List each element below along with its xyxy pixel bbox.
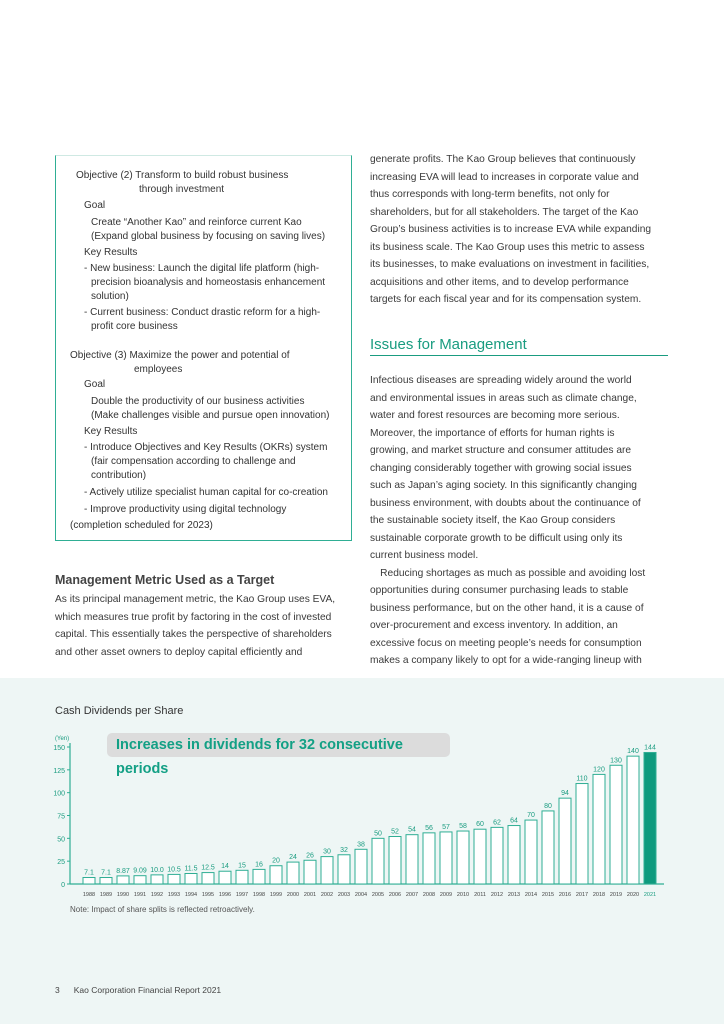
x-tick-label: 2021 (643, 892, 657, 898)
bar (253, 869, 265, 884)
text-line: current business model. (370, 550, 479, 561)
chart-note: Note: Impact of share splits is reflected retroactively. (70, 905, 255, 914)
data-label: 58 (459, 823, 467, 831)
objective-title: Transform to build robust business (135, 170, 289, 181)
x-tick-label: 2016 (558, 892, 572, 898)
x-tick-label: 2004 (354, 892, 368, 898)
data-label: 7.1 (101, 869, 111, 877)
x-tick-label: 2017 (575, 892, 589, 898)
text-line: which measures true profit by factoring in the cost of invested (55, 611, 332, 623)
bar (440, 832, 452, 884)
text-line: Group’s business activities is to increase EVA while expanding (370, 224, 652, 235)
x-tick-label: 2011 (474, 892, 486, 898)
kr-line: (fair compensation according to challenge and (91, 456, 296, 467)
x-tick-label: 2010 (456, 892, 470, 898)
x-tick-label: 1990 (116, 892, 130, 898)
data-label: 57 (442, 823, 450, 831)
x-tick-label: 1989 (99, 892, 113, 898)
text-line: excessive focus on meeting people’s needs for consumption (370, 637, 642, 649)
x-tick-label: 2018 (592, 892, 606, 898)
bar (134, 876, 146, 884)
text-line: business performance, but on the other hand, it is a cause of (370, 602, 644, 614)
data-label: 130 (610, 757, 622, 765)
y-tick-label: 125 (53, 767, 65, 775)
x-tick-label: 1991 (133, 892, 147, 898)
kr-line: profit core business (91, 321, 178, 332)
bar (372, 838, 384, 884)
y-tick-label: 150 (53, 745, 65, 752)
x-tick-label: 2008 (422, 892, 436, 898)
data-label: 16 (255, 861, 263, 869)
bar (287, 862, 299, 884)
x-tick-label: 1998 (252, 892, 266, 898)
section-heading-issues: Issues for Management (370, 336, 668, 356)
data-label: 11.5 (184, 865, 198, 873)
data-label: 8.87 (116, 867, 130, 875)
data-label: 140 (627, 748, 639, 756)
text-line: its businesses, to make evaluations on investment in facilities, (370, 259, 650, 270)
data-label: 54 (408, 826, 416, 834)
x-tick-label: 2005 (371, 892, 385, 898)
data-label: 70 (527, 812, 535, 820)
section-heading-metric: Management Metric Used as a Target (55, 573, 275, 587)
x-tick-label: 2006 (388, 892, 402, 898)
goal-text: Create “Another Kao” and reinforce current Kao (91, 217, 302, 228)
kr-line: solution) (91, 291, 129, 302)
data-label: 10.5 (167, 866, 181, 874)
x-tick-label: 2015 (541, 892, 555, 898)
bar (304, 860, 316, 884)
x-tick-label: 2007 (405, 892, 419, 898)
goal-text: (Expand global business by focusing on saving lives) (91, 231, 326, 242)
data-label: 64 (510, 817, 518, 825)
x-tick-label: 2009 (439, 892, 453, 898)
bar (627, 756, 639, 884)
goal-heading: Goal (84, 379, 106, 390)
text-line: opportunities during consumer purchasing leads to stable (370, 585, 629, 596)
bar (168, 874, 180, 884)
bar (491, 827, 503, 884)
text-line: As its principal management metric, the Kao Group uses EVA, (55, 594, 336, 605)
goal-text: (Make challenges visible and pursue open innovation) (91, 410, 330, 421)
text-line: increasing EVA will lead to increases in corporate value and (370, 171, 639, 183)
text-line: Reducing shortages as much as possible and avoiding lost (370, 567, 646, 579)
bar (100, 878, 112, 884)
data-label: 24 (289, 854, 297, 862)
objective-title-cont: employees (134, 364, 183, 375)
footer (55, 985, 235, 995)
text-line: thus corresponds with long-term benefits, not only for (370, 189, 610, 200)
x-tick-label: 2020 (626, 892, 640, 898)
x-tick-label: 1988 (82, 892, 96, 898)
text-line: acquisitions and other items, and to develop performance (370, 276, 629, 288)
y-tick-label: 0 (61, 882, 65, 889)
text-line: Moreover, the importance of efforts for human rights is (370, 427, 615, 439)
bar (525, 820, 537, 884)
bar (406, 835, 418, 884)
bar (542, 811, 554, 884)
data-label: 56 (425, 824, 433, 832)
data-label: 50 (374, 830, 382, 838)
text-line: the sustainable society itself, the Kao Group considers (370, 515, 616, 526)
text-line: over-procurement and excess inventory. In addition, an (370, 620, 618, 631)
text-line: sustainable corporate growth to be difficult using only its (370, 532, 623, 544)
x-tick-label: 2003 (337, 892, 351, 898)
bar (185, 873, 197, 884)
data-label: 62 (493, 819, 501, 827)
bar (389, 837, 401, 884)
text-line: Infectious diseases are spreading widely around the world (370, 375, 632, 386)
chart-title: Cash Dividends per Share (55, 705, 184, 717)
bar (117, 876, 129, 884)
data-label: 30 (323, 848, 331, 856)
data-label: 7.1 (84, 869, 94, 877)
objective-label: Objective (2) (76, 170, 133, 181)
data-label: 120 (593, 766, 605, 774)
bar (83, 878, 95, 884)
text-line: such as Japan’s aging society. In this significantly changing (370, 480, 637, 491)
text-line: changing considerably together with growing social issues (370, 462, 632, 474)
text-line: shareholders, but for all stakeholders. The target of the Kao (370, 206, 639, 218)
bar (355, 849, 367, 884)
x-tick-label: 1996 (218, 892, 232, 898)
x-tick-label: 1993 (167, 892, 181, 898)
key-results-heading: Key Results (84, 426, 138, 437)
key-result: - Actively utilize specialist human capital for co-creation (84, 487, 328, 498)
y-axis-label: (Yen) (55, 736, 70, 742)
x-tick-label: 2012 (490, 892, 504, 898)
x-tick-label: 2001 (303, 892, 317, 898)
text-line: targets for each fiscal year and for its compensation system. (370, 294, 642, 305)
bar (151, 875, 163, 884)
bar (576, 784, 588, 884)
y-tick-label: 100 (53, 790, 65, 798)
bar (593, 774, 605, 884)
kr-line: - New business: Launch the digital life platform (high- (84, 263, 320, 274)
bar (474, 829, 486, 884)
bar (610, 765, 622, 884)
data-label: 20 (272, 857, 280, 865)
x-tick-label: 2002 (320, 892, 334, 898)
text-line: generate profits. The Kao Group believes that continuously (370, 154, 636, 165)
text-line: water and forest resources are becoming more serious. (370, 410, 620, 421)
data-label: 60 (476, 821, 484, 829)
bar (338, 855, 350, 884)
kr-line: precision bioanalysis and homeostasis enhancement (91, 277, 326, 288)
bar (457, 831, 469, 884)
y-tick-label: 25 (57, 859, 65, 867)
objective-title: Maximize the power and potential of (129, 350, 290, 361)
chart-annotation: Increases in dividends for 32 consecutive periods (107, 733, 450, 757)
x-tick-label: 1992 (150, 892, 164, 898)
x-tick-label: 1997 (235, 892, 249, 898)
data-label: 32 (340, 846, 348, 854)
bar (321, 857, 333, 884)
bar (270, 866, 282, 884)
bar (423, 833, 435, 884)
x-tick-label: 1995 (201, 892, 215, 898)
x-tick-label: 2000 (286, 892, 300, 898)
page-number: 3 (55, 985, 60, 995)
kr-line: contribution) (91, 470, 147, 481)
text-line: business environment, with doubts about the continuance of (370, 497, 641, 509)
text-line: makes a company likely to opt for a wide-ranging lineup with (370, 655, 642, 666)
text-line: and other asset owners to deploy capital efficiently and (55, 646, 303, 658)
goal-text: Double the productivity of our business activities (91, 396, 305, 407)
y-tick-label: 75 (57, 813, 65, 821)
data-label: 26 (306, 852, 314, 860)
key-result: - Improve productivity using digital technology (84, 504, 287, 515)
data-label: 10.0 (150, 866, 164, 874)
bar (236, 870, 248, 884)
goal-heading: Goal (84, 200, 106, 211)
y-tick-label: 50 (57, 836, 65, 844)
text-line: and environmental issues in areas such as climate change, (370, 392, 637, 404)
x-tick-label: 2014 (524, 892, 538, 898)
data-label: 38 (357, 841, 365, 849)
x-tick-label: 1999 (269, 892, 283, 898)
data-label: 12.5 (201, 864, 215, 872)
data-label: 80 (544, 802, 552, 810)
data-label: 9.09 (133, 867, 147, 875)
x-tick-label: 2019 (609, 892, 623, 898)
report-title: Kao Corporation Financial Report 2021 (73, 985, 222, 995)
x-tick-label: 1994 (184, 892, 198, 898)
text-line: growing, and market structure and consumer attitudes are (370, 445, 632, 456)
key-results-heading: Key Results (84, 247, 138, 258)
data-label: 94 (561, 790, 569, 798)
data-label: 14 (221, 863, 229, 871)
bar (202, 873, 214, 884)
x-tick-label: 2013 (507, 892, 521, 898)
data-label: 15 (238, 862, 246, 870)
kr-line: - Current business: Conduct drastic reform for a high- (84, 307, 321, 318)
data-label: 110 (576, 775, 588, 783)
kr-line: - Introduce Objectives and Key Results (OKRs) system (84, 442, 328, 453)
objective-label: Objective (3) (70, 350, 127, 361)
text-line: its business scale. The Kao Group uses this metric to assess (370, 241, 645, 253)
bar (219, 871, 231, 884)
completion-note: (completion scheduled for 2023) (70, 520, 213, 531)
text-line: capital. This essentially takes the perspective of shareholders (55, 629, 332, 640)
bar (644, 752, 656, 884)
bar (508, 826, 520, 884)
bar (559, 798, 571, 884)
objective-title-cont: through investment (139, 184, 225, 195)
data-label: 144 (644, 744, 656, 752)
data-label: 52 (391, 828, 399, 836)
